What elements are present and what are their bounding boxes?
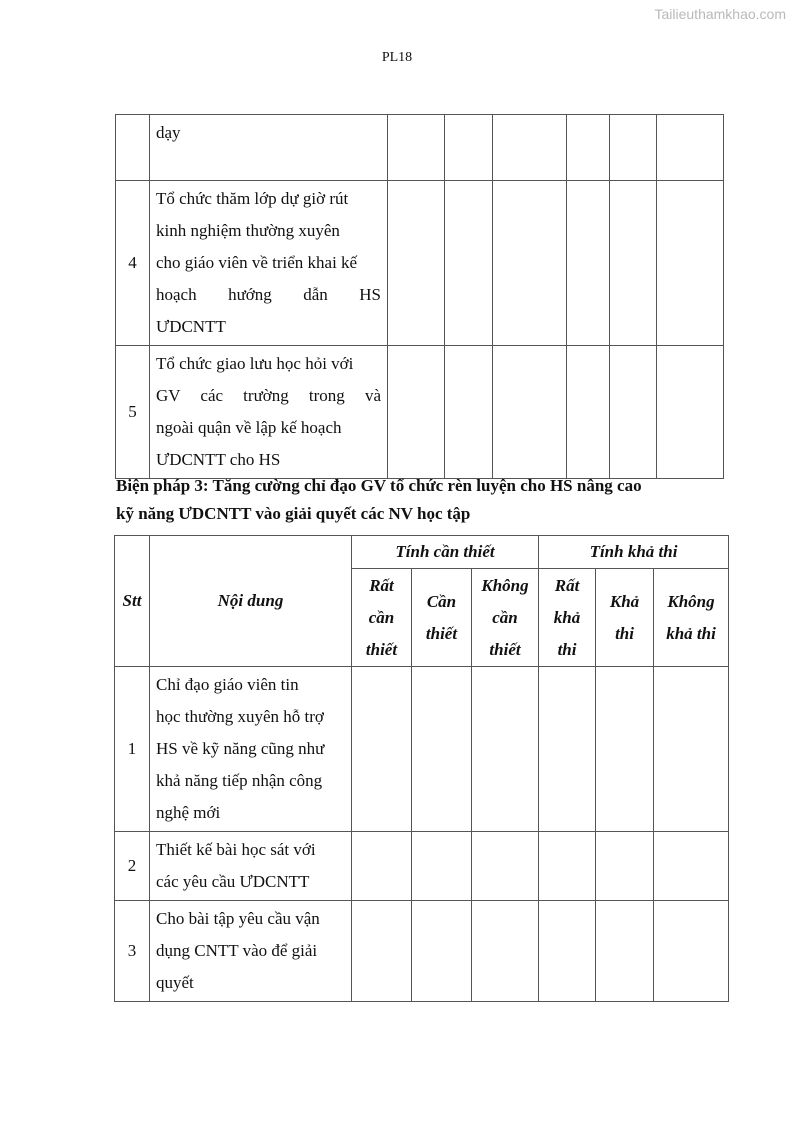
header-word: thiết: [489, 639, 521, 659]
content-line: Thiết kế bài học sát với: [156, 840, 316, 859]
rating-cell: [657, 181, 724, 346]
rating-cell: [654, 901, 729, 1002]
rating-cell: [567, 181, 610, 346]
rating-cell: [596, 667, 654, 832]
header-word: thi: [557, 639, 577, 659]
header-word: Cần: [426, 591, 457, 611]
rating-cell: [539, 832, 596, 901]
header-word: khả: [553, 607, 581, 627]
row-content: [150, 901, 352, 1002]
rating-cell: [445, 346, 493, 479]
watermark: Tailieuthamkhao.com: [654, 6, 786, 22]
rating-cell: [388, 181, 445, 346]
heading-line: kỹ năng ƯDCNTT vào giải quyết các NV học tập: [116, 504, 471, 523]
rating-cell: [472, 901, 539, 1002]
content-line: Tổ chức giao lưu học hỏi với: [156, 354, 354, 373]
header-word: thiết: [365, 639, 398, 659]
rating-cell: [654, 667, 729, 832]
header-word: Không: [667, 591, 715, 611]
rating-cell: [352, 832, 412, 901]
header-feasible: [596, 569, 654, 667]
row-number: 3: [115, 901, 150, 1002]
table-row: [116, 346, 724, 479]
rating-cell: [352, 901, 412, 1002]
rating-cell: [657, 115, 724, 181]
rating-cell: [472, 832, 539, 901]
table-row: [116, 115, 724, 181]
rating-cell: [493, 115, 567, 181]
row-number: 5: [116, 346, 150, 479]
content-line: HS về kỹ năng cũng như: [156, 739, 325, 758]
content-line: hoạch hướng dẫn HS: [156, 285, 381, 304]
header-word: Khả: [609, 591, 640, 611]
rating-cell: [567, 115, 610, 181]
rating-cell: [493, 181, 567, 346]
header-stt: Stt: [115, 536, 150, 667]
rating-cell: [539, 901, 596, 1002]
content-line: kinh nghiệm thường xuyên: [156, 221, 340, 240]
header-very-feasible: [539, 569, 596, 667]
rating-cell: [412, 901, 472, 1002]
content-line: các yêu cầu ƯDCNTT: [156, 872, 310, 891]
rating-cell: [596, 832, 654, 901]
rating-cell: [412, 832, 472, 901]
rating-cell: [567, 346, 610, 479]
table-row: [116, 181, 724, 346]
row-content: [150, 832, 352, 901]
header-content: Nội dung: [150, 536, 352, 667]
header-word: Rất: [554, 575, 580, 595]
content-line: khả năng tiếp nhận công: [156, 771, 323, 790]
heading-line: Biện pháp 3: Tăng cường chỉ đạo GV tổ chức rèn luyện cho HS nâng cao: [116, 476, 642, 495]
content-line: nghệ mới: [156, 803, 221, 822]
rating-cell: [657, 346, 724, 479]
content-line: ƯDCNTT: [156, 317, 226, 336]
header-word: Rất: [369, 575, 394, 595]
content-line: Tổ chức thăm lớp dự giờ rút: [156, 189, 349, 208]
rating-cell: [610, 181, 657, 346]
section-heading: [116, 472, 736, 528]
header-row: [115, 536, 729, 569]
content-line: ngoài quận về lập kế hoạch: [156, 418, 342, 437]
content-line: Cho bài tập yêu cầu vận: [156, 909, 320, 928]
rating-cell: [596, 901, 654, 1002]
header-group-feasibility: Tính khả thi: [539, 536, 729, 569]
row-content: [150, 181, 388, 346]
row-content: [150, 346, 388, 479]
row-content: [150, 115, 388, 181]
rating-cell: [412, 667, 472, 832]
header-necessary: [412, 569, 472, 667]
page-number: PL18: [381, 50, 413, 65]
row-number: [116, 115, 150, 181]
table-row: [115, 901, 729, 1002]
header-word: thiết: [425, 623, 458, 643]
rating-cell: [388, 346, 445, 479]
content-line: dụng CNTT vào để giải: [156, 941, 318, 960]
content-line: ƯDCNTT cho HS: [156, 450, 281, 469]
header-word: cần: [492, 607, 518, 627]
rating-cell: [472, 667, 539, 832]
header-word: thi: [615, 623, 634, 643]
header-group-necessity: Tính cần thiết: [352, 536, 539, 569]
content-line: dạy: [156, 123, 181, 142]
table-row: [115, 667, 729, 832]
rating-cell: [388, 115, 445, 181]
header-word: khả thi: [666, 623, 716, 643]
rating-cell: [445, 181, 493, 346]
header-not-feasible: [654, 569, 729, 667]
content-line: GV các trường trong và: [156, 386, 381, 405]
header-word: Không: [481, 575, 529, 595]
header-not-necessary: [472, 569, 539, 667]
rating-cell: [610, 115, 657, 181]
rating-cell: [352, 667, 412, 832]
rating-cell: [445, 115, 493, 181]
row-number: 2: [115, 832, 150, 901]
content-line: học thường xuyên hỗ trợ: [156, 707, 324, 726]
row-number: 1: [115, 667, 150, 832]
rating-cell: [610, 346, 657, 479]
content-line: cho giáo viên về triển khai kế: [156, 253, 358, 272]
table-measures-continued: [115, 114, 724, 479]
rating-cell: [493, 346, 567, 479]
header-word: cần: [368, 607, 395, 627]
rating-cell: [654, 832, 729, 901]
row-number: 4: [116, 181, 150, 346]
row-content: [150, 667, 352, 832]
header-very-necessary: [352, 569, 412, 667]
content-line: quyết: [156, 973, 194, 992]
table-measure-3: [114, 535, 729, 1002]
content-line: Chỉ đạo giáo viên tin: [156, 675, 299, 694]
table-row: [115, 832, 729, 901]
rating-cell: [539, 667, 596, 832]
